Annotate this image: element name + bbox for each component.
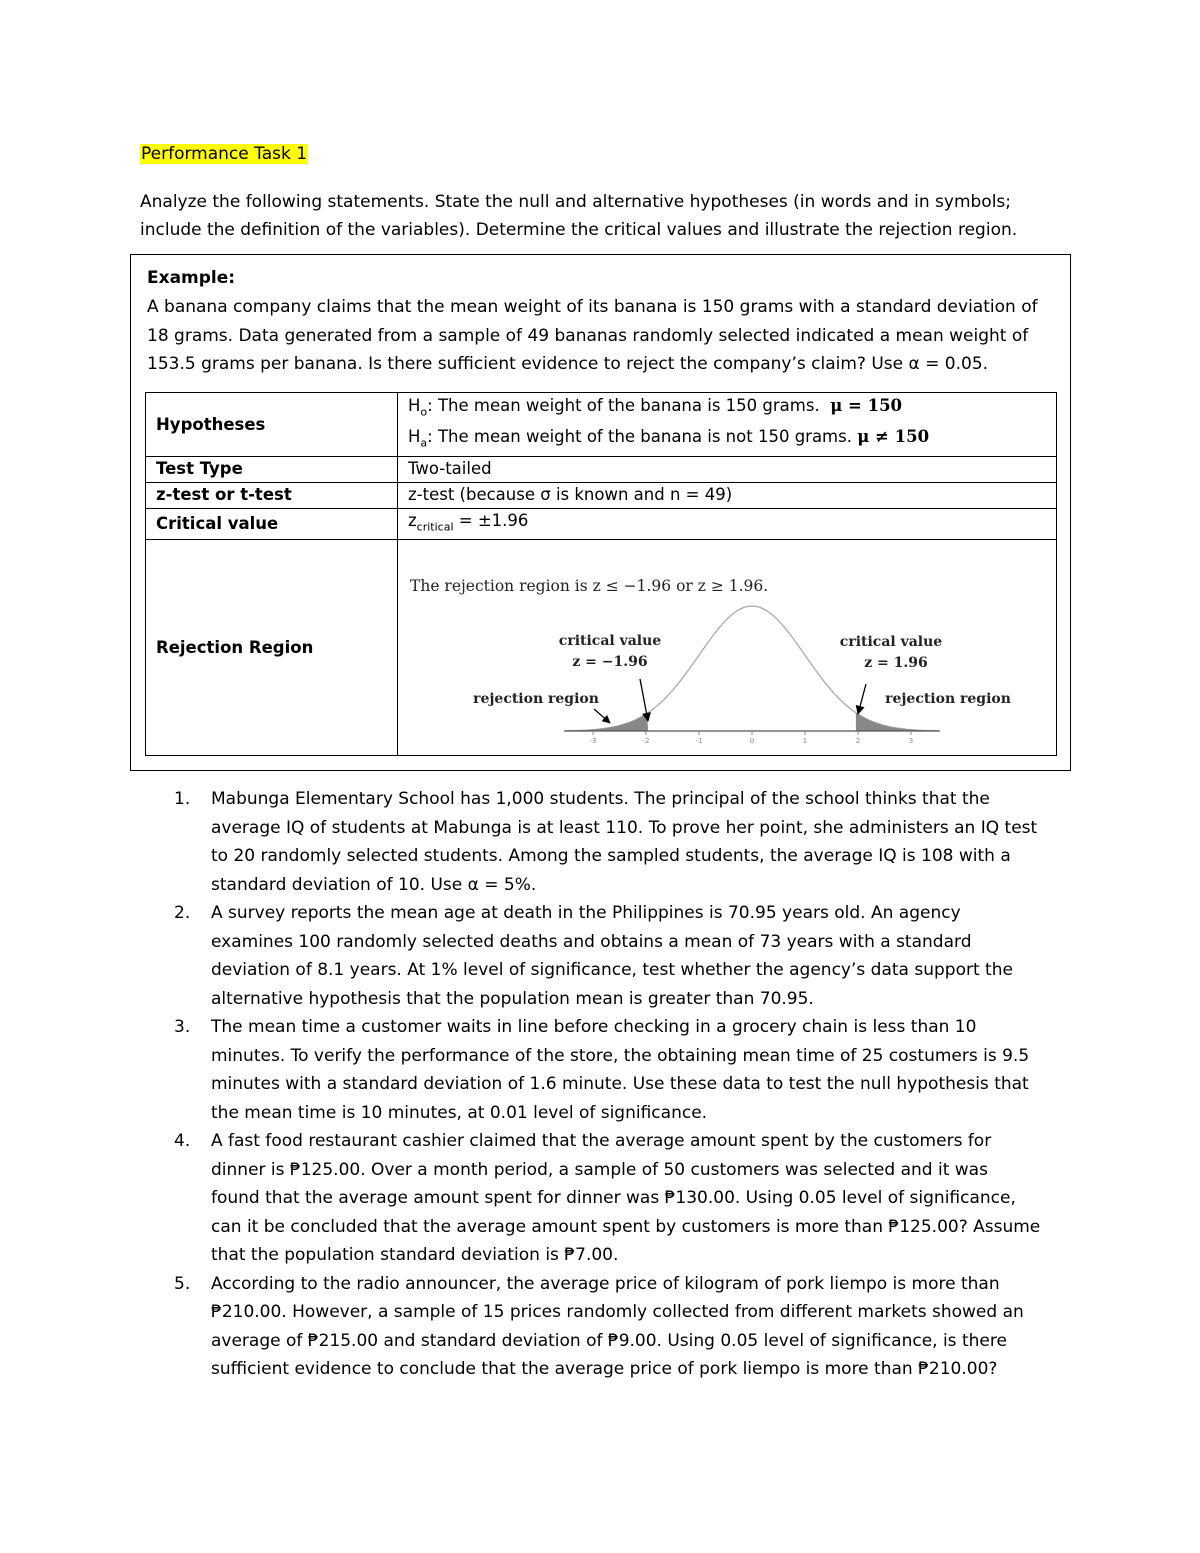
left-rejection-tail xyxy=(567,713,649,731)
rejection-region-figure xyxy=(398,541,1056,754)
list-item: 2. A survey reports the mean age at death in the Philippines is 70.95 years old. An agency examines 100 randomly selected deaths and obtains a mean of 73 years with a standard deviation of 8.1 years. At 1% level of significance, test whether the agency’s data support the alternative hypothesis that the population mean is greater than 70.95. xyxy=(140,899,1060,1013)
hypothesis-table xyxy=(145,392,1057,756)
right-critical-z: z = 1.96 xyxy=(864,654,928,671)
problem-number: 2. xyxy=(174,903,191,923)
test-label: z-test or t-test xyxy=(146,482,398,508)
left-critical-label: critical value xyxy=(558,632,662,649)
table-row xyxy=(146,482,1057,508)
example-text xyxy=(147,293,1059,379)
rejection-label: Rejection Region xyxy=(146,539,398,755)
alternative-symbol: μ ≠ 150 xyxy=(857,427,930,447)
example-box xyxy=(130,254,1071,771)
list-item: 3. The mean time a customer waits in line before checking in a grocery chain is less than 10 minutes. To verify the performance of the store, the obtaining mean time of 25 costumers is 9.5 minutes with a standard deviation of 1.6 minute. Use these data to test the null hypothesis that the mean time is 10 minutes, at 0.01 level of significance. xyxy=(140,1013,1060,1127)
left-region-arrow xyxy=(594,709,610,723)
example-line: A banana company claims that the mean weight of its banana is 150 grams with a standard deviation of xyxy=(147,297,1038,317)
axis-tick-label: -2 xyxy=(642,736,650,745)
list-item: 1. Mabunga Elementary School has 1,000 students. The principal of the school thinks that the average IQ of students at Mabunga is at least 110. To prove her point, she administers an IQ test to 20 randomly selected students. Among the sampled students, the average IQ is 108 with a standard deviation of 10. Use α = 5%. xyxy=(140,785,1060,899)
axis-tick-label: 0 xyxy=(749,736,755,745)
test-type-label: Test Type xyxy=(146,456,398,482)
example-line: 153.5 grams per banana. Is there sufficient evidence to reject the company’s claim? Use α = 0.05. xyxy=(147,354,989,374)
right-rejection-tail xyxy=(856,713,938,731)
test-type-value: Two-tailed xyxy=(398,456,1057,482)
problem-number: 3. xyxy=(174,1017,191,1037)
example-heading: Example: xyxy=(147,268,236,288)
table-row xyxy=(146,508,1057,539)
axis-tick-label: -1 xyxy=(695,736,703,745)
table-row xyxy=(146,393,1057,457)
page-title: Performance Task 1 xyxy=(141,144,308,164)
list-item: 5. According to the radio announcer, the average price of kilogram of pork liempo is more than ₱210.00. However, a sample of 15 prices randomly collected from different markets showed an average of ₱215.00 and standard deviation of ₱9.00. Using 0.05 level of significance, is there sufficient evidence to conclude that the average price of pork liempo is more than ₱210.00? xyxy=(140,1270,1060,1384)
test-value: z-test (because σ is known and n = 49) xyxy=(398,482,1057,508)
axis-ticks xyxy=(590,731,914,745)
right-rejection-label: rejection region xyxy=(885,690,1011,707)
right-critical-arrow xyxy=(858,684,866,714)
null-symbol: μ = 150 xyxy=(830,396,903,415)
list-item: 4. A fast food restaurant cashier claimed that the average amount spent by the customers for dinner is ₱125.00. Over a month period, a sample of 50 customers was selected and it was found that the average amount spent for dinner was ₱130.00. Using 0.05 level of significance, can it be concluded that the average amount spent by customers is more than ₱125.00? Assume that the population standard deviation is ₱7.00. xyxy=(140,1127,1060,1270)
axis-tick-label: 3 xyxy=(908,736,914,745)
axis-tick-label: -3 xyxy=(589,736,597,745)
table-row xyxy=(146,539,1057,755)
rejection-figure-cell xyxy=(398,539,1057,755)
figure-caption: The rejection region is z ≤ −1.96 or z ≥ 1.96. xyxy=(410,576,769,595)
axis-tick-label: 2 xyxy=(855,736,861,745)
problem-number: 4. xyxy=(174,1131,191,1151)
hypotheses-value xyxy=(398,393,1057,457)
table-row xyxy=(146,456,1057,482)
instructions-line: Analyze the following statements. State the null and alternative hypotheses (in words and in symbols; xyxy=(140,192,1012,212)
example-line: 18 grams. Data generated from a sample of 49 bananas randomly selected indicated a mean weight of xyxy=(147,325,1029,346)
alternative-hypothesis: $H_a$: The mean weight of the banana is not 150 grams. μ ≠ 150 xyxy=(408,427,930,450)
critical-value: $z_{critical} = \pm 1.96$ xyxy=(398,508,1057,539)
problem-list xyxy=(140,785,1060,1384)
null-hypothesis: $H_o$: The mean weight of the banana is 150 grams. μ = 150 xyxy=(408,396,903,419)
critical-label: Critical value xyxy=(146,508,398,539)
left-critical-z: z = −1.96 xyxy=(572,653,648,670)
problem-number: 1. xyxy=(174,789,191,809)
instructions xyxy=(140,188,1060,244)
instructions-line: include the definition of the variables). Determine the critical values and illustrate the rejection region. xyxy=(140,220,1018,240)
hypotheses-label: Hypotheses xyxy=(146,393,398,457)
problem-number: 5. xyxy=(174,1273,191,1294)
left-rejection-label: rejection region xyxy=(473,690,599,707)
axis-tick-label: 1 xyxy=(802,736,808,745)
right-critical-label: critical value xyxy=(839,633,943,650)
